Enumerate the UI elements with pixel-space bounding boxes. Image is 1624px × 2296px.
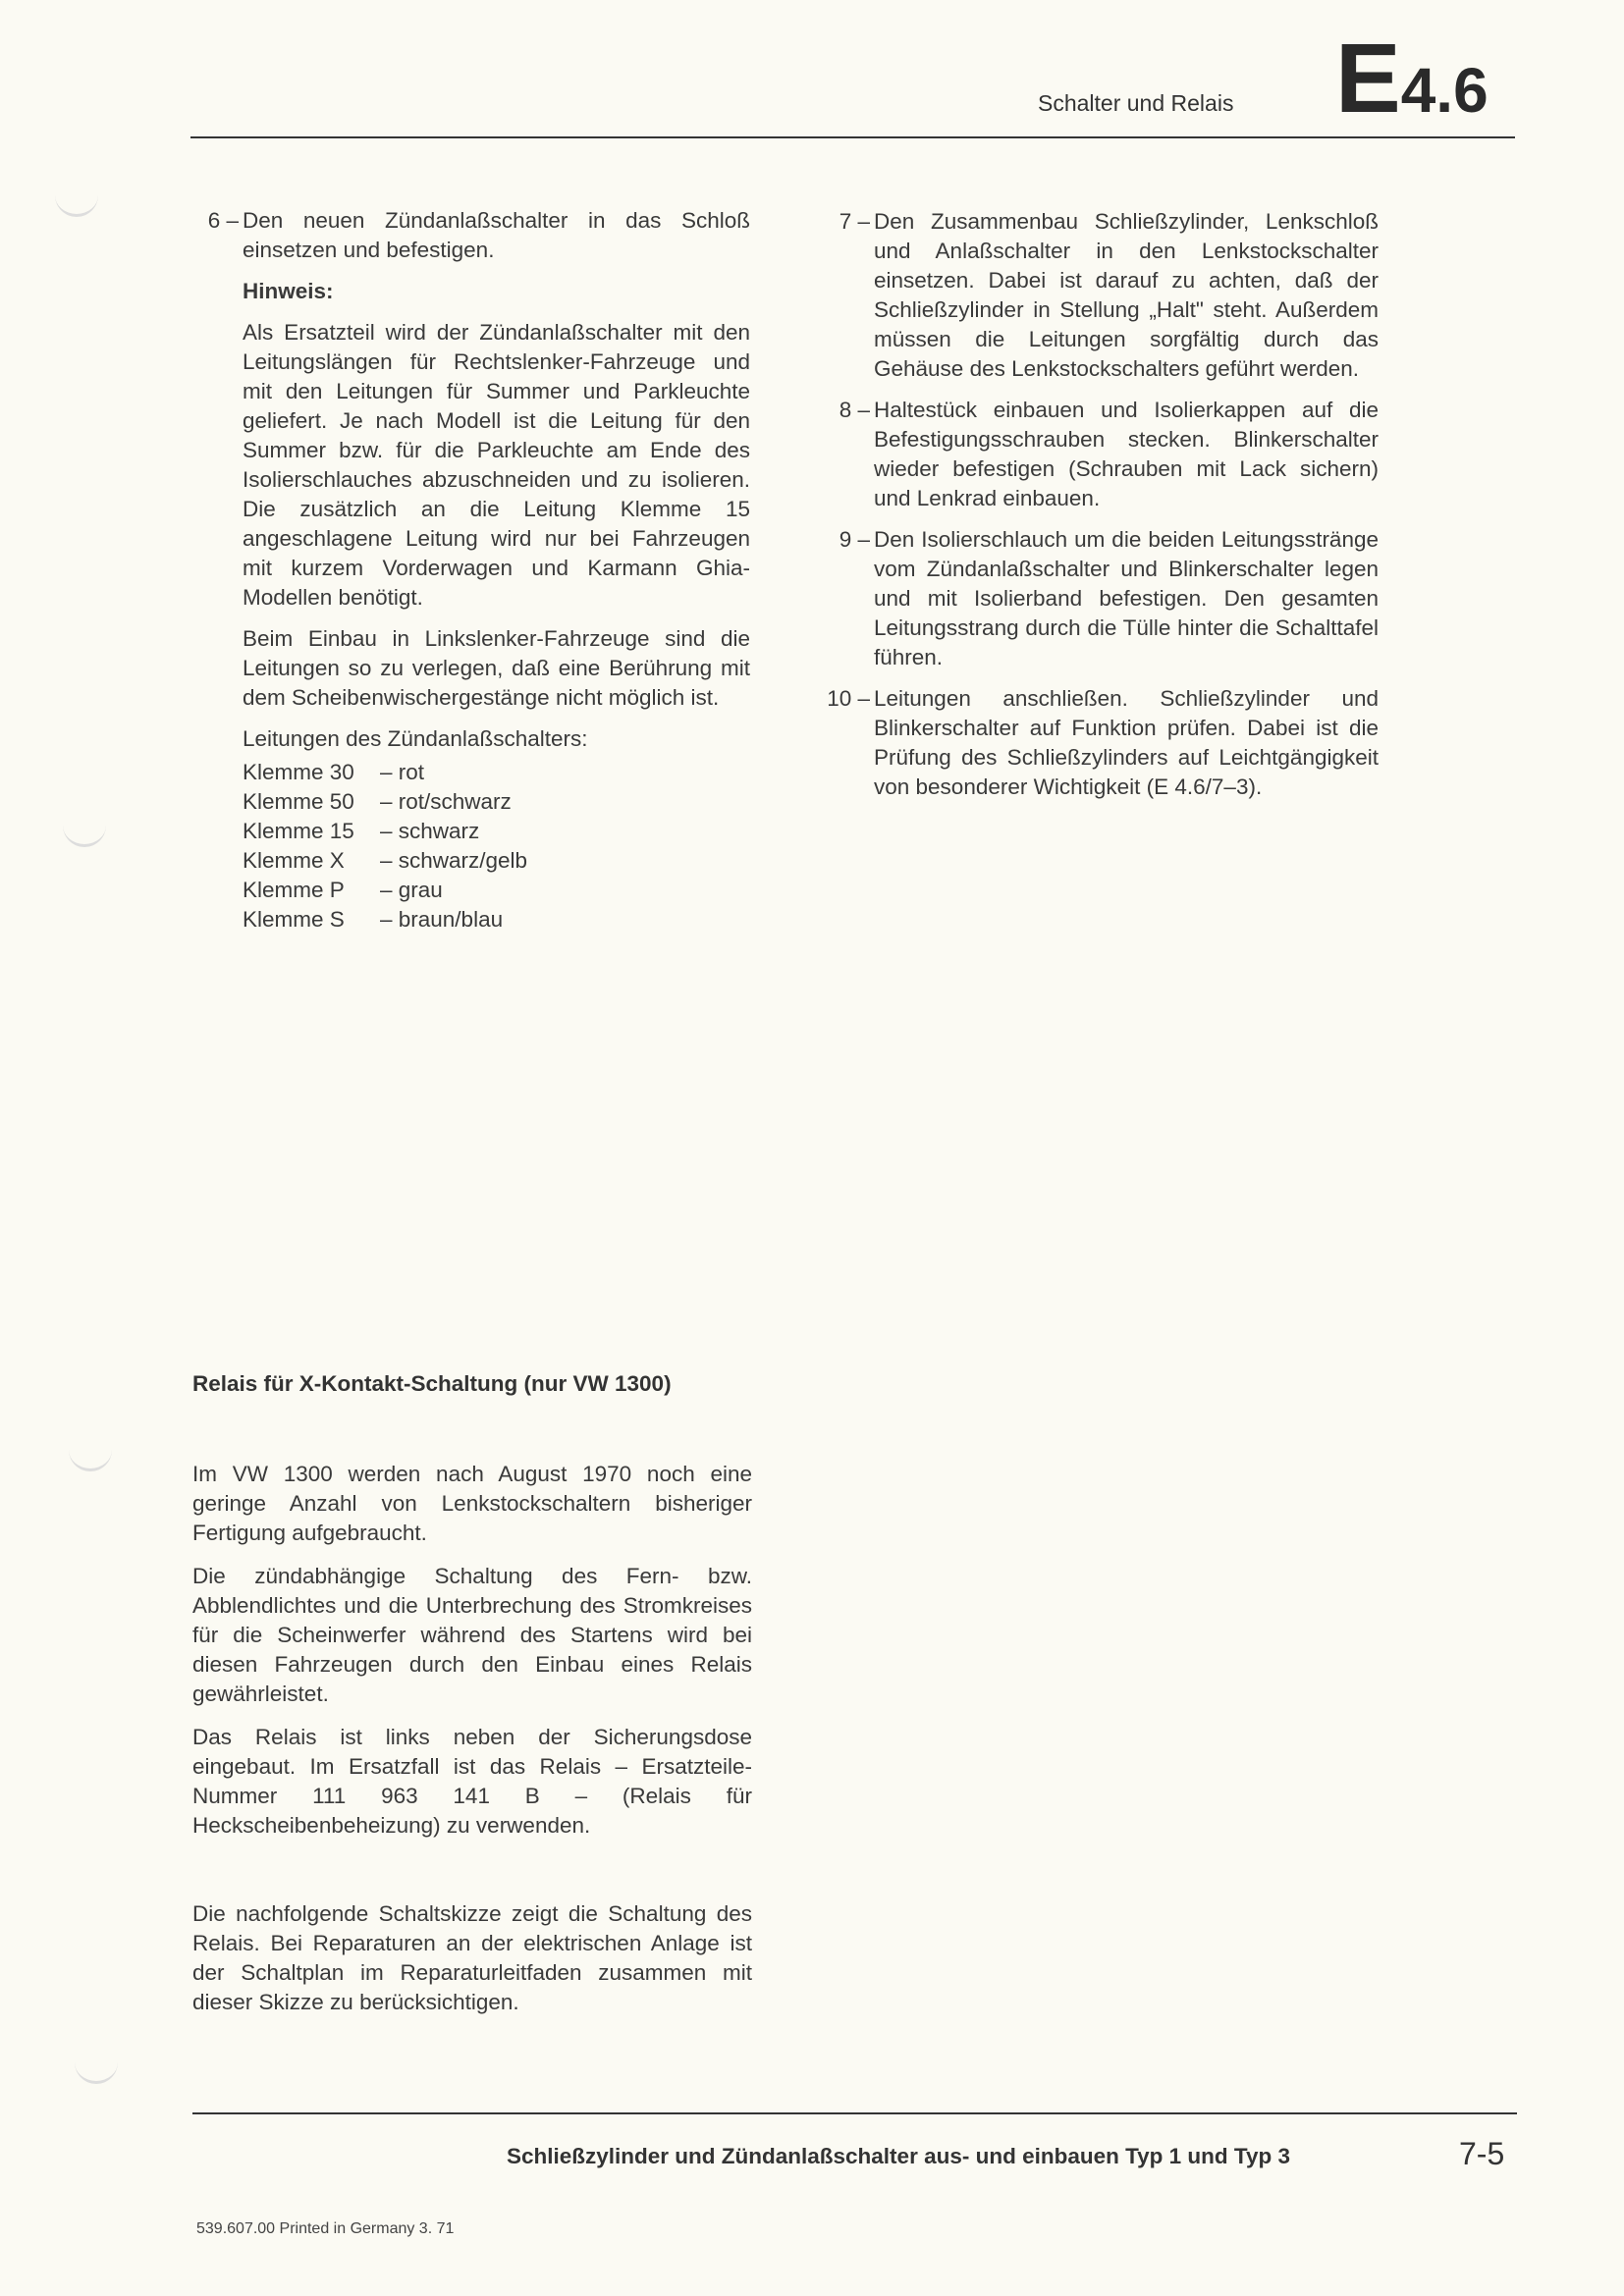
wire-terminal: Klemme 30	[243, 760, 354, 784]
wire-color: – schwarz/gelb	[380, 848, 528, 873]
section-title: Schalter und Relais	[1038, 90, 1234, 116]
section-code-number: 4.6	[1400, 55, 1489, 126]
relay-paragraph: Das Relais ist links neben der Sicherungsdose eingebaut. Im Ersatzfall ist das Relais – Ersatzteile-Nummer 111 963 141 B – (Relais für Heckscheibenbeheizung) zu verwenden.	[192, 1725, 752, 1838]
right-column	[817, 207, 1379, 814]
punch-hole	[63, 823, 106, 847]
step-text: Den Zusammenbau Schließzylinder, Lenkschloß und Anlaßschalter in den Lenkstockschalter einsetzen. Dabei ist darauf zu achten, daß der Schließzylinder in Stellung „Halt" steht. Außerdem müssen die Leitungen sorgfältig durch das Gehäuse des Lenkstockschalters geführt werden.	[874, 209, 1379, 381]
wire-terminal: Klemme 50	[243, 789, 354, 814]
relay-heading: Relais für X-Kontakt-Schaltung (nur VW 1300)	[192, 1371, 672, 1396]
step-10	[817, 684, 1379, 802]
punch-hole	[75, 2059, 118, 2084]
step-number: 9 –	[839, 527, 870, 552]
footer-title: Schließzylinder und Zündanlaßschalter aus- und einbauen Typ 1 und Typ 3	[507, 2144, 1291, 2168]
wire-item	[243, 758, 750, 787]
step-number: 10 –	[827, 686, 870, 711]
wire-color: – rot/schwarz	[380, 789, 512, 814]
wire-item	[243, 846, 750, 876]
wire-terminal: Klemme 15	[243, 819, 354, 843]
print-info: 539.607.00 Printed in Germany 3. 71	[196, 2220, 455, 2237]
section-code-letter: E	[1335, 24, 1401, 133]
wire-color: – schwarz	[380, 819, 480, 843]
wires-heading: Leitungen des Zündanlaßschalters:	[243, 726, 588, 751]
step-9	[817, 525, 1379, 672]
relay-closing: Die nachfolgende Schaltskizze zeigt die Schaltung des Relais. Bei Reparaturen an der elektrischen Anlage ist der Schaltplan im Reparaturleitfaden zusammen mit dieser Skizze zu berücksichtigen.	[192, 1901, 752, 2014]
step-number: 8 –	[839, 398, 870, 422]
wire-terminal: Klemme P	[243, 878, 345, 902]
step-text: Leitungen anschließen. Schließzylinder und Blinkerschalter auf Funktion prüfen. Dabei ist die Prüfung des Schließzylinders auf Leichtgängigkeit von besonderer Wichtigkeit (E 4.6/7–3).	[874, 686, 1379, 799]
wire-terminal: Klemme S	[243, 907, 345, 932]
note-paragraph: Als Ersatzteil wird der Zündanlaßschalter mit den Leitungslängen für Rechtslenker-Fahrzeuge und mit den Leitungen für Summer und Parkleuchte geliefert. Je nach Modell ist die Leitung für den Summer bzw. für die Parkleuchte am Ende des Isolierschlauches abzuschneiden und zu isolieren. Die zusätzlich an die Leitung Klemme 15 angeschlagene Leitung wird nur bei Fahrzeugen mit kurzem Vorderwagen und Karmann Ghia-Modellen benötigt.	[243, 320, 750, 610]
relay-paragraph: Im VW 1300 werden nach August 1970 noch eine geringe Anzahl von Lenkstockschaltern bisheriger Fertigung aufgebraucht.	[192, 1462, 752, 1545]
relay-paragraph: Die zündabhängige Schaltung des Fern- bzw. Abblendlichtes und die Unterbrechung des Stromkreises für die Scheinwerfer während des Startens wird bei diesen Fahrzeugen durch den Einbau eines Relais gewährleistet.	[192, 1564, 752, 1706]
wire-color: – grau	[380, 878, 443, 902]
wire-color: – braun/blau	[380, 907, 504, 932]
step-7	[817, 207, 1379, 384]
wire-terminal: Klemme X	[243, 848, 345, 873]
step-text: Haltestück einbauen und Isolierkappen auf die Befestigungsschrauben stecken. Blinkerschalter wieder befestigen (Schrauben mit Lack sichern) und Lenkrad einbauen.	[874, 398, 1379, 510]
step-8	[817, 396, 1379, 513]
step-text: Den Isolierschlauch um die beiden Leitungsstränge vom Zündanlaßschalter und Blinkerschalter legen und mit Isolierband befestigen. Den gesamten Leitungsstrang durch die Tülle hinter die Schalttafel führen.	[874, 527, 1379, 669]
wire-item	[243, 905, 750, 934]
page-number: 7-5	[1459, 2136, 1505, 2171]
note-paragraph: Beim Einbau in Linkslenker-Fahrzeuge sind die Leitungen so zu verlegen, daß eine Berührung mit dem Scheibenwischergestänge nicht möglich ist.	[243, 626, 750, 710]
header-rule	[190, 136, 1515, 138]
step-number: 7 –	[839, 209, 870, 234]
wire-item	[243, 787, 750, 817]
footer-rule	[192, 2112, 1517, 2114]
wire-item	[243, 817, 750, 846]
step-number: 6 –	[207, 208, 239, 233]
relay-body	[192, 1460, 752, 1852]
punch-hole	[69, 1447, 112, 1471]
wire-color: – rot	[380, 760, 425, 784]
note-label: Hinweis:	[243, 279, 334, 303]
step-text: Den neuen Zündanlaßschalter in das Schloß einsetzen und befestigen.	[243, 208, 750, 262]
section-code	[1335, 24, 1489, 133]
wire-list	[243, 758, 750, 934]
punch-hole	[55, 192, 98, 217]
wire-item	[243, 876, 750, 905]
step-6	[196, 206, 750, 934]
left-column	[196, 206, 750, 934]
